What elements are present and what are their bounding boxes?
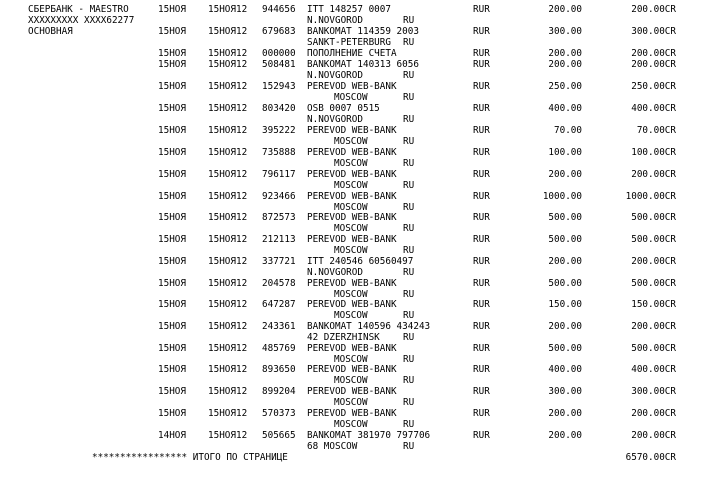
- tx-currency: RUR: [473, 81, 490, 92]
- tx-place: MOSCOW: [334, 223, 368, 234]
- tx-date: 15НОЯ: [158, 386, 186, 397]
- tx-code: 505665: [262, 430, 296, 441]
- tx-amount: 200.00: [548, 59, 582, 70]
- tx-country: RU: [403, 70, 415, 81]
- tx-total: 70.00CR: [636, 125, 676, 136]
- tx-code: 570373: [262, 408, 296, 419]
- tx-total: 300.00CR: [631, 386, 676, 397]
- tx-country: RU: [403, 441, 415, 452]
- tx-amount: 150.00: [548, 299, 582, 310]
- tx-amount: 70.00: [554, 125, 582, 136]
- tx-code: 508481: [262, 59, 296, 70]
- tx-place: MOSCOW: [334, 202, 368, 213]
- tx-currency: RUR: [473, 386, 490, 397]
- tx-amount: 200.00: [548, 408, 582, 419]
- tx-code: 152943: [262, 81, 296, 92]
- tx-total: 200.00CR: [631, 430, 676, 441]
- tx-posted-date: 15НОЯ12: [208, 299, 248, 310]
- tx-description: PEREVOD WEB-BANK: [307, 234, 397, 245]
- tx-place: SANKT-PETERBURG: [307, 37, 391, 48]
- tx-posted-date: 15НОЯ12: [208, 343, 248, 354]
- tx-total: 500.00CR: [631, 212, 676, 223]
- tx-amount: 200.00: [548, 169, 582, 180]
- tx-currency: RUR: [473, 430, 490, 441]
- tx-total: 200.00CR: [631, 169, 676, 180]
- tx-posted-date: 15НОЯ12: [208, 430, 248, 441]
- tx-total: 400.00CR: [631, 103, 676, 114]
- tx-country: RU: [403, 332, 415, 343]
- tx-place: 68 MOSCOW: [307, 441, 358, 452]
- tx-description: ПОПОЛНЕНИЕ СЧЕТА: [307, 48, 397, 59]
- tx-code: 893650: [262, 364, 296, 375]
- tx-posted-date: 15НОЯ12: [208, 81, 248, 92]
- card-name: СБЕРБАНК - MAESTRO: [28, 4, 129, 15]
- tx-country: RU: [403, 37, 415, 48]
- tx-amount: 400.00: [548, 103, 582, 114]
- tx-currency: RUR: [473, 321, 490, 332]
- tx-date: 15НОЯ: [158, 408, 186, 419]
- tx-currency: RUR: [473, 278, 490, 289]
- tx-description: PEREVOD WEB-BANK: [307, 191, 397, 202]
- tx-description: PEREVOD WEB-BANK: [307, 81, 397, 92]
- tx-description: ITT 148257 0007: [307, 4, 391, 15]
- tx-country: RU: [403, 375, 415, 386]
- tx-description: PEREVOD WEB-BANK: [307, 408, 397, 419]
- tx-code: 647287: [262, 299, 296, 310]
- tx-currency: RUR: [473, 125, 490, 136]
- tx-date: 15НОЯ: [158, 48, 186, 59]
- tx-date: 15НОЯ: [158, 321, 186, 332]
- tx-date: 15НОЯ: [158, 234, 186, 245]
- tx-total: 200.00CR: [631, 4, 676, 15]
- tx-amount: 200.00: [548, 4, 582, 15]
- tx-date: 15НОЯ: [158, 191, 186, 202]
- tx-code: 735888: [262, 147, 296, 158]
- tx-country: RU: [403, 114, 415, 125]
- tx-total: 400.00CR: [631, 364, 676, 375]
- tx-total: 500.00CR: [631, 278, 676, 289]
- tx-country: RU: [403, 92, 415, 103]
- tx-place: MOSCOW: [334, 92, 368, 103]
- tx-currency: RUR: [473, 299, 490, 310]
- tx-date: 15НОЯ: [158, 147, 186, 158]
- tx-country: RU: [403, 289, 415, 300]
- tx-country: RU: [403, 202, 415, 213]
- tx-posted-date: 15НОЯ12: [208, 278, 248, 289]
- tx-amount: 300.00: [548, 386, 582, 397]
- tx-date: 15НОЯ: [158, 26, 186, 37]
- tx-posted-date: 15НОЯ12: [208, 59, 248, 70]
- tx-currency: RUR: [473, 4, 490, 15]
- tx-currency: RUR: [473, 343, 490, 354]
- tx-date: 15НОЯ: [158, 256, 186, 267]
- tx-place: MOSCOW: [334, 419, 368, 430]
- tx-country: RU: [403, 136, 415, 147]
- tx-amount: 500.00: [548, 212, 582, 223]
- tx-total: 200.00CR: [631, 408, 676, 419]
- tx-code: 395222: [262, 125, 296, 136]
- tx-code: 872573: [262, 212, 296, 223]
- tx-posted-date: 15НОЯ12: [208, 169, 248, 180]
- tx-date: 15НОЯ: [158, 125, 186, 136]
- tx-description: PEREVOD WEB-BANK: [307, 147, 397, 158]
- tx-country: RU: [403, 397, 415, 408]
- tx-code: 337721: [262, 256, 296, 267]
- tx-total: 150.00CR: [631, 299, 676, 310]
- page-total-amount: 6570.00CR: [625, 452, 676, 463]
- tx-total: 200.00CR: [631, 48, 676, 59]
- tx-posted-date: 15НОЯ12: [208, 125, 248, 136]
- tx-place: MOSCOW: [334, 158, 368, 169]
- tx-amount: 400.00: [548, 364, 582, 375]
- tx-posted-date: 15НОЯ12: [208, 386, 248, 397]
- tx-date: 15НОЯ: [158, 212, 186, 223]
- tx-description: PEREVOD WEB-BANK: [307, 343, 397, 354]
- tx-amount: 500.00: [548, 278, 582, 289]
- tx-posted-date: 15НОЯ12: [208, 212, 248, 223]
- tx-description: PEREVOD WEB-BANK: [307, 278, 397, 289]
- tx-description: ITT 240546 60560497: [307, 256, 414, 267]
- tx-date: 15НОЯ: [158, 169, 186, 180]
- tx-description: PEREVOD WEB-BANK: [307, 299, 397, 310]
- tx-country: RU: [403, 354, 415, 365]
- tx-currency: RUR: [473, 48, 490, 59]
- tx-code: 923466: [262, 191, 296, 202]
- tx-currency: RUR: [473, 364, 490, 375]
- tx-date: 15НОЯ: [158, 4, 186, 15]
- tx-country: RU: [403, 223, 415, 234]
- tx-code: 212113: [262, 234, 296, 245]
- tx-date: 15НОЯ: [158, 343, 186, 354]
- tx-currency: RUR: [473, 212, 490, 223]
- tx-posted-date: 15НОЯ12: [208, 256, 248, 267]
- tx-currency: RUR: [473, 408, 490, 419]
- tx-description: PEREVOD WEB-BANK: [307, 125, 397, 136]
- tx-posted-date: 15НОЯ12: [208, 147, 248, 158]
- tx-total: 250.00CR: [631, 81, 676, 92]
- tx-total: 1000.00CR: [625, 191, 676, 202]
- tx-currency: RUR: [473, 147, 490, 158]
- tx-place: MOSCOW: [334, 397, 368, 408]
- tx-code: 679683: [262, 26, 296, 37]
- tx-date: 15НОЯ: [158, 278, 186, 289]
- tx-code: 944656: [262, 4, 296, 15]
- tx-amount: 250.00: [548, 81, 582, 92]
- card-number: XXXXXXXXX XXXX62277: [28, 15, 135, 26]
- tx-description: PEREVOD WEB-BANK: [307, 169, 397, 180]
- tx-posted-date: 15НОЯ12: [208, 321, 248, 332]
- tx-place: MOSCOW: [334, 180, 368, 191]
- tx-currency: RUR: [473, 103, 490, 114]
- tx-country: RU: [403, 419, 415, 430]
- tx-place: N.NOVGOROD: [307, 70, 363, 81]
- tx-date: 15НОЯ: [158, 81, 186, 92]
- tx-description: PEREVOD WEB-BANK: [307, 212, 397, 223]
- tx-code: 243361: [262, 321, 296, 332]
- tx-date: 15НОЯ: [158, 364, 186, 375]
- tx-total: 100.00CR: [631, 147, 676, 158]
- tx-description: BANKOMAT 381970 797706: [307, 430, 431, 441]
- tx-country: RU: [403, 180, 415, 191]
- tx-place: N.NOVGOROD: [307, 15, 363, 26]
- tx-country: RU: [403, 267, 415, 278]
- tx-posted-date: 15НОЯ12: [208, 191, 248, 202]
- tx-description: OSB 0007 0515: [307, 103, 380, 114]
- tx-date: 15НОЯ: [158, 103, 186, 114]
- tx-code: 485769: [262, 343, 296, 354]
- tx-description: BANKOMAT 114359 2003: [307, 26, 419, 37]
- tx-place: MOSCOW: [334, 310, 368, 321]
- tx-place: N.NOVGOROD: [307, 267, 363, 278]
- tx-posted-date: 15НОЯ12: [208, 48, 248, 59]
- tx-currency: RUR: [473, 234, 490, 245]
- tx-description: PEREVOD WEB-BANK: [307, 386, 397, 397]
- tx-total: 200.00CR: [631, 256, 676, 267]
- tx-amount: 200.00: [548, 430, 582, 441]
- tx-total: 200.00CR: [631, 59, 676, 70]
- tx-date: 15НОЯ: [158, 299, 186, 310]
- tx-place: MOSCOW: [334, 245, 368, 256]
- tx-posted-date: 15НОЯ12: [208, 4, 248, 15]
- tx-amount: 200.00: [548, 256, 582, 267]
- tx-description: BANKOMAT 140313 6056: [307, 59, 419, 70]
- tx-date: 14НОЯ: [158, 430, 186, 441]
- tx-place: MOSCOW: [334, 136, 368, 147]
- tx-posted-date: 15НОЯ12: [208, 408, 248, 419]
- tx-country: RU: [403, 15, 415, 26]
- tx-place: MOSCOW: [334, 375, 368, 386]
- tx-amount: 200.00: [548, 321, 582, 332]
- tx-currency: RUR: [473, 26, 490, 37]
- tx-date: 15НОЯ: [158, 59, 186, 70]
- tx-code: 796117: [262, 169, 296, 180]
- tx-posted-date: 15НОЯ12: [208, 103, 248, 114]
- tx-currency: RUR: [473, 169, 490, 180]
- tx-description: BANKOMAT 140596 434243: [307, 321, 431, 332]
- tx-place: MOSCOW: [334, 354, 368, 365]
- tx-code: 000000: [262, 48, 296, 59]
- tx-country: RU: [403, 310, 415, 321]
- page-total-label: ***************** ИТОГО ПО СТРАНИЦЕ: [92, 452, 288, 463]
- tx-currency: RUR: [473, 59, 490, 70]
- account-type: ОСНОВНАЯ: [28, 26, 73, 37]
- tx-country: RU: [403, 158, 415, 169]
- tx-amount: 200.00: [548, 48, 582, 59]
- tx-amount: 300.00: [548, 26, 582, 37]
- tx-total: 200.00CR: [631, 321, 676, 332]
- tx-total: 300.00CR: [631, 26, 676, 37]
- tx-place: MOSCOW: [334, 289, 368, 300]
- tx-code: 899204: [262, 386, 296, 397]
- tx-currency: RUR: [473, 191, 490, 202]
- tx-currency: RUR: [473, 256, 490, 267]
- tx-amount: 500.00: [548, 343, 582, 354]
- tx-posted-date: 15НОЯ12: [208, 364, 248, 375]
- tx-amount: 500.00: [548, 234, 582, 245]
- tx-place: N.NOVGOROD: [307, 114, 363, 125]
- tx-posted-date: 15НОЯ12: [208, 234, 248, 245]
- tx-code: 204578: [262, 278, 296, 289]
- tx-code: 803420: [262, 103, 296, 114]
- tx-country: RU: [403, 245, 415, 256]
- tx-place: 42 DZERZHINSK: [307, 332, 380, 343]
- tx-amount: 100.00: [548, 147, 582, 158]
- tx-total: 500.00CR: [631, 234, 676, 245]
- tx-description: PEREVOD WEB-BANK: [307, 364, 397, 375]
- tx-amount: 1000.00: [542, 191, 582, 202]
- tx-total: 500.00CR: [631, 343, 676, 354]
- tx-posted-date: 15НОЯ12: [208, 26, 248, 37]
